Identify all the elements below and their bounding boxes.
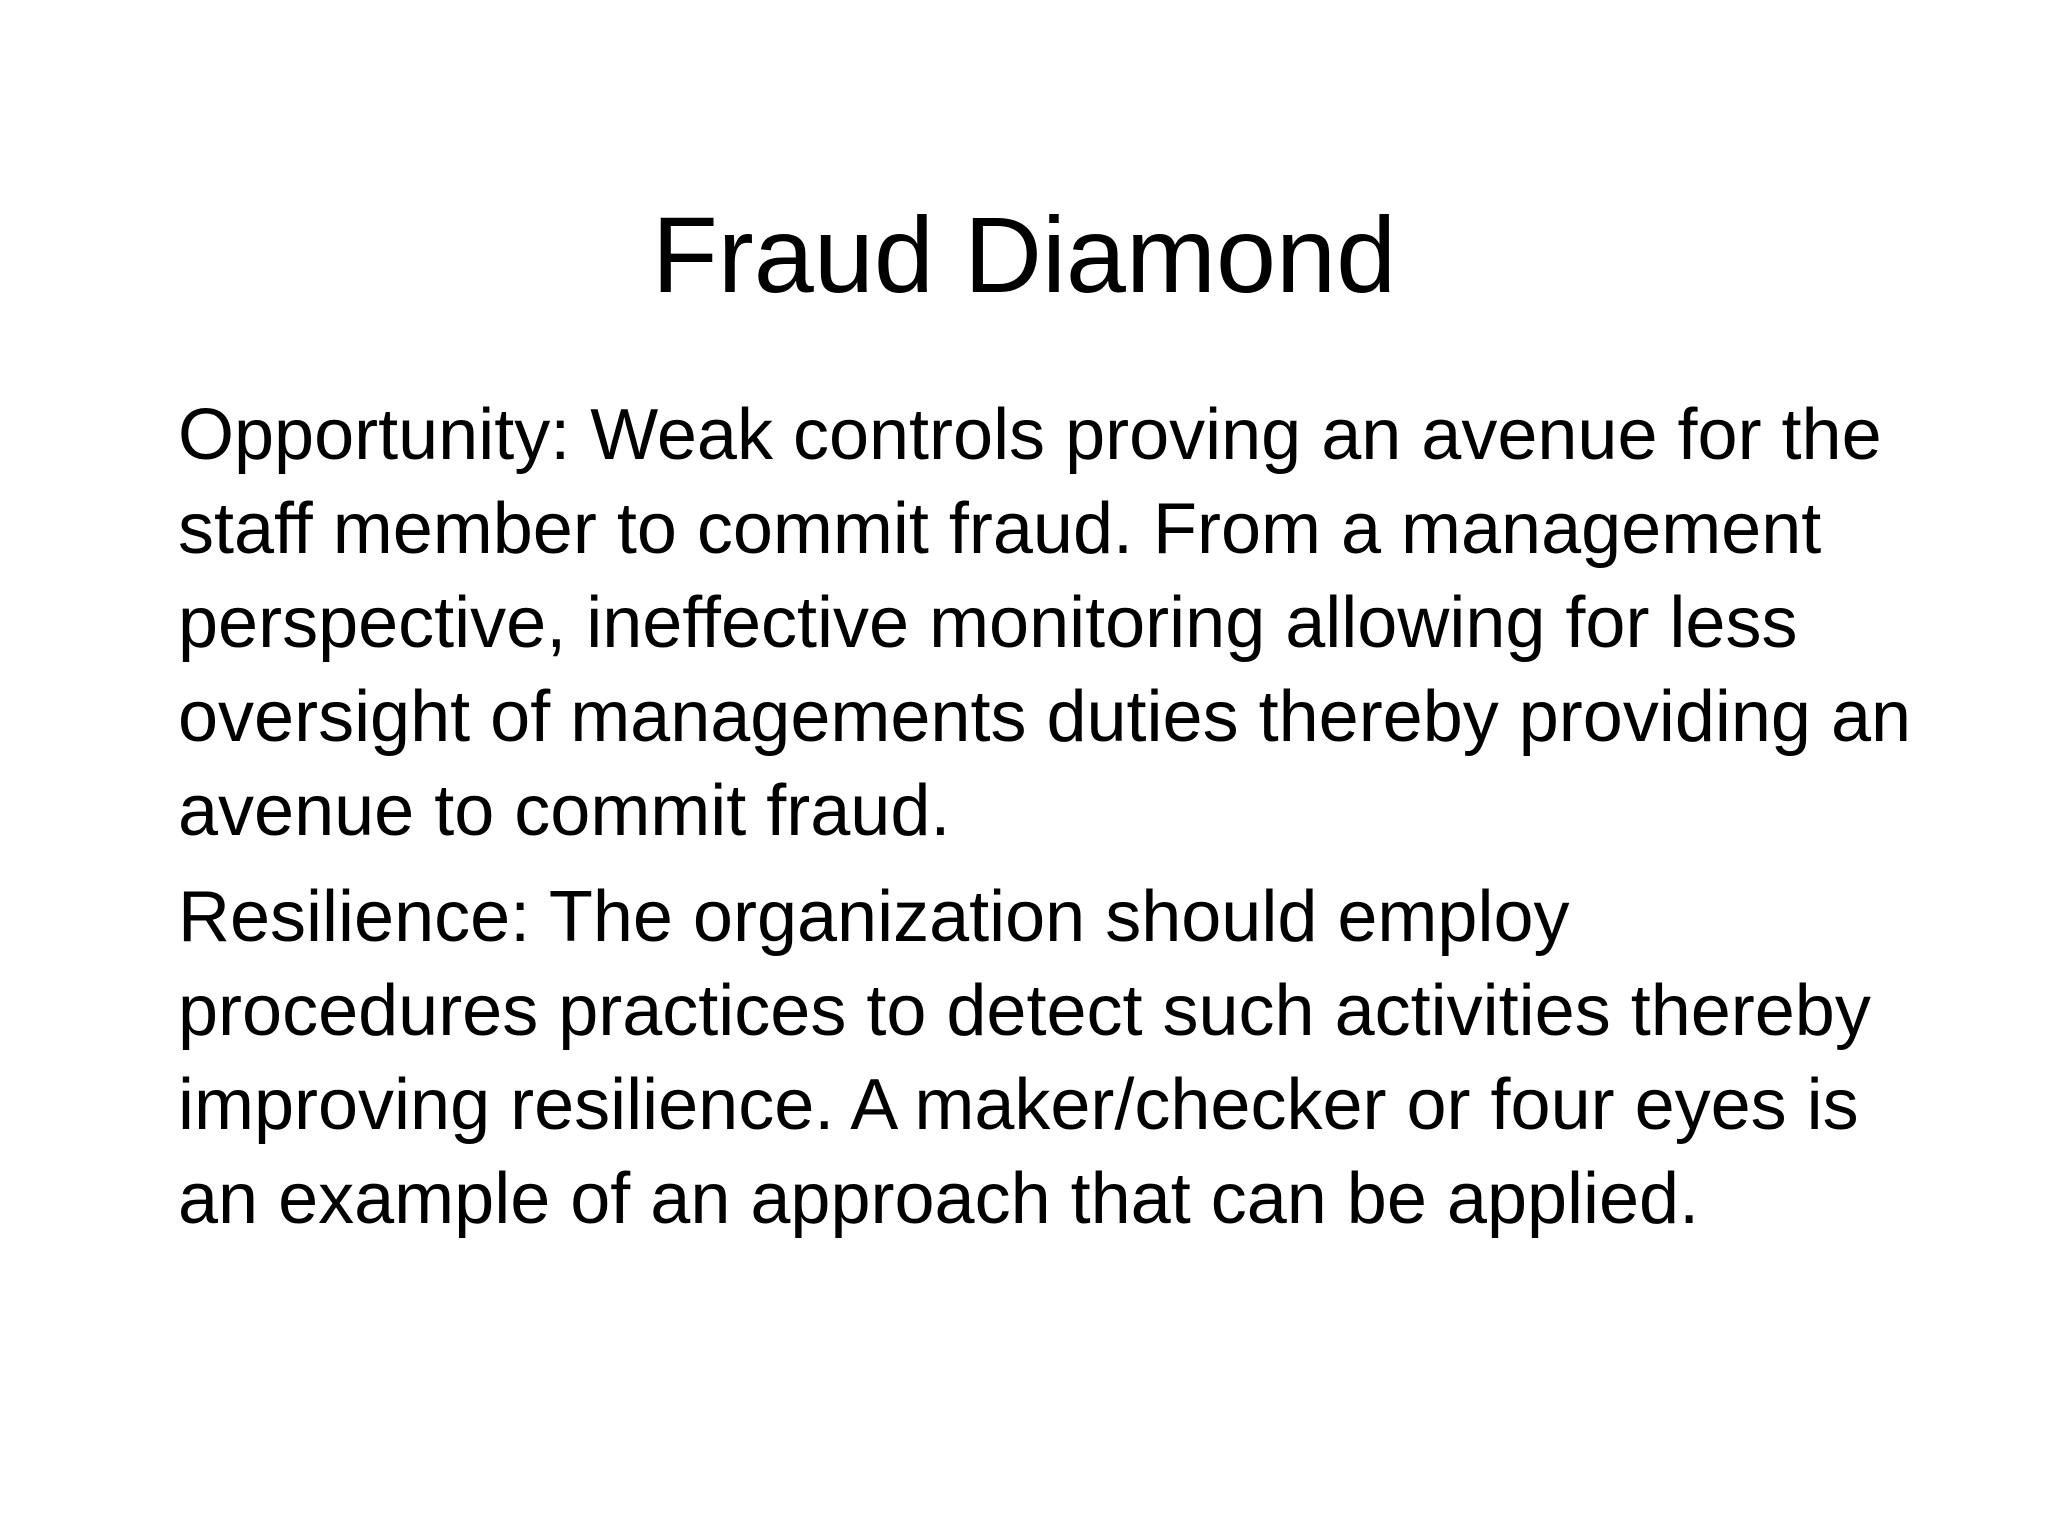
slide-body [178,388,1918,1258]
paragraph-opportunity: Opportunity: Weak controls proving an avenue for the staff member to commit fraud. From a management perspective, ineffective monitoring allowing for less oversight of managements duties thereby providing an avenue to commit fraud. [178,395,1912,851]
slide-title: Fraud Diamond [651,194,1397,315]
paragraph-resilience: Resilience: The organization should employ procedures practices to detect such activities thereby improving resilience. A maker/checker or four eyes is an example of an approach that can be applied. [178,877,1871,1239]
